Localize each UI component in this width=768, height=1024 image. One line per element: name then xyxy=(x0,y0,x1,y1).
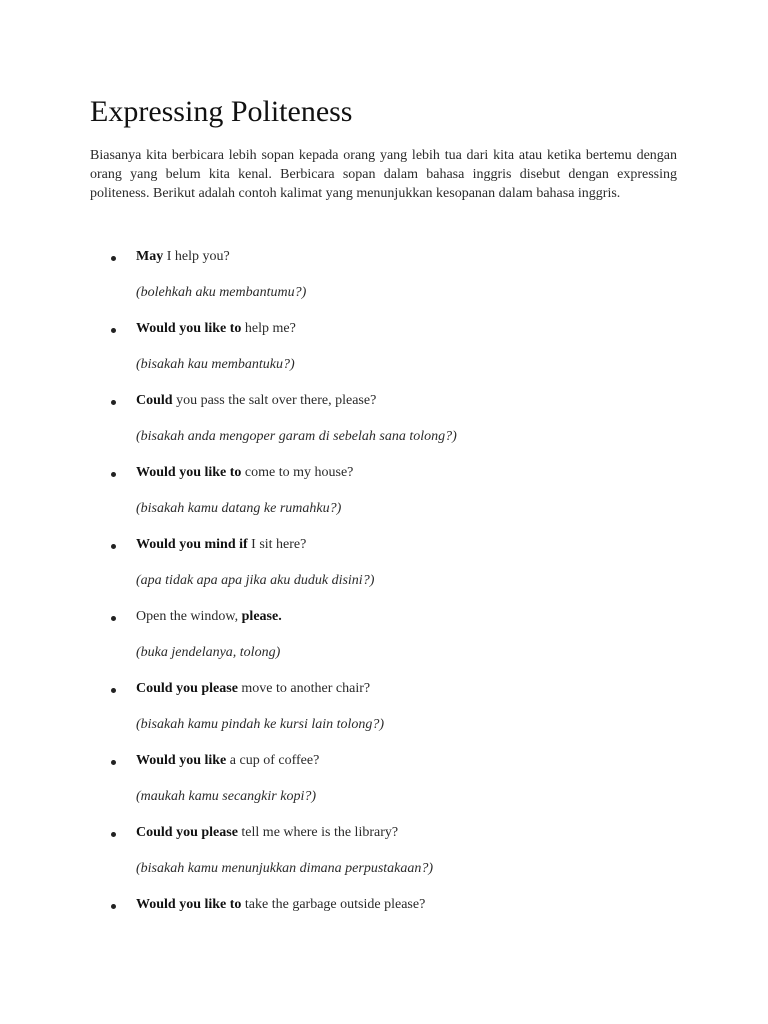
example-translation: (bisakah kamu datang ke rumahku?) xyxy=(136,501,342,516)
example-translation: (bolehkah aku membantumu?) xyxy=(136,285,307,300)
example-list xyxy=(90,247,677,967)
example-sentence: Open the window, please. xyxy=(136,609,282,624)
example-sentence: Would you like to take the garbage outside please? xyxy=(136,897,426,912)
bullet-icon xyxy=(111,832,116,837)
example-translation: (maukah kamu secangkir kopi?) xyxy=(136,789,317,804)
list-item xyxy=(90,895,677,967)
list-item xyxy=(90,607,677,679)
list-item xyxy=(90,751,677,823)
bullet-icon xyxy=(111,904,116,909)
example-translation: (buka jendelanya, tolong) xyxy=(136,645,281,660)
example-sentence: Would you like to help me? xyxy=(136,321,296,336)
bullet-icon xyxy=(111,256,116,261)
bullet-icon xyxy=(111,544,116,549)
example-translation: (bisakah kamu menunjukkan dimana perpustakaan?) xyxy=(136,861,434,876)
bullet-icon xyxy=(111,472,116,477)
example-sentence: Could you pass the salt over there, please? xyxy=(136,393,377,408)
list-item xyxy=(90,535,677,607)
example-sentence: Could you please tell me where is the library? xyxy=(136,825,399,840)
intro-paragraph: Biasanya kita berbicara lebih sopan kepada orang yang lebih tua dari kita atau ketika bertemu dengan orang yang belum kita kenal. Berbicara sopan dalam bahasa inggris disebut dengan expressing politeness. Berikut adalah contoh kalimat yang menunjukkan kesopanan dalam bahasa inggris. xyxy=(90,148,677,201)
example-translation: (apa tidak apa apa jika aku duduk disini?) xyxy=(136,573,375,588)
list-item xyxy=(90,679,677,751)
bullet-icon xyxy=(111,760,116,765)
list-item xyxy=(90,463,677,535)
list-item xyxy=(90,823,677,895)
list-item xyxy=(90,391,677,463)
example-translation: (bisakah kamu pindah ke kursi lain tolong?) xyxy=(136,717,385,732)
bullet-icon xyxy=(111,328,116,333)
document-page xyxy=(90,92,677,912)
example-sentence: Would you mind if I sit here? xyxy=(136,537,307,552)
example-sentence: Could you please move to another chair? xyxy=(136,681,371,696)
example-sentence: Would you like a cup of coffee? xyxy=(136,753,320,768)
bullet-icon xyxy=(111,616,116,621)
example-sentence: May I help you? xyxy=(136,249,230,264)
bullet-icon xyxy=(111,688,116,693)
bullet-icon xyxy=(111,400,116,405)
example-translation: (bisakah anda mengoper garam di sebelah sana tolong?) xyxy=(136,429,457,444)
example-translation: (bisakah kau membantuku?) xyxy=(136,357,295,372)
example-sentence: Would you like to come to my house? xyxy=(136,465,354,480)
list-item xyxy=(90,319,677,391)
list-item xyxy=(90,247,677,319)
document-title: Expressing Politeness xyxy=(90,95,353,128)
